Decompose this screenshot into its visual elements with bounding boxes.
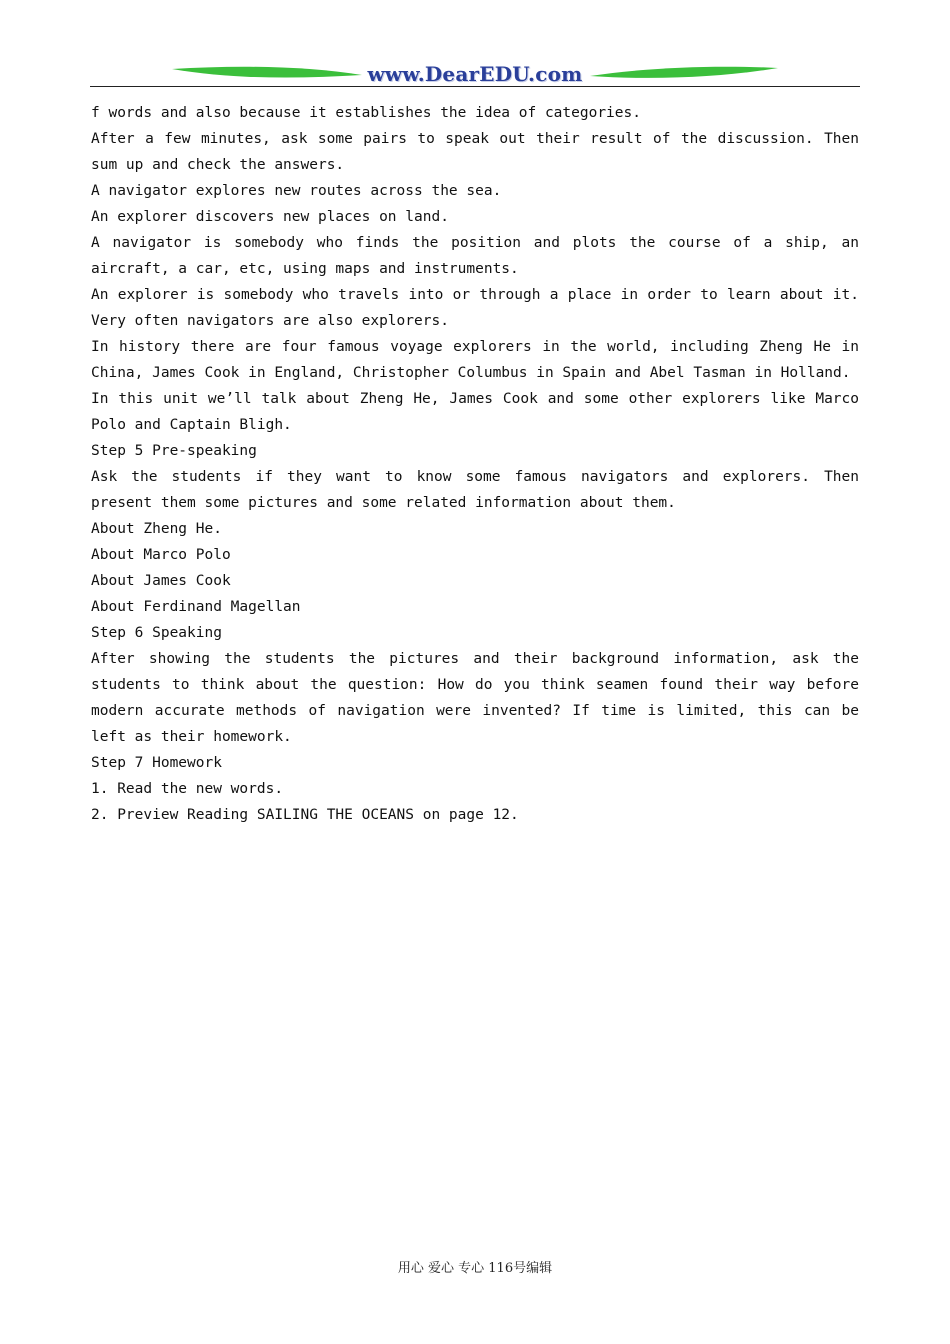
paragraph: A navigator is somebody who finds the position and plots the course of a ship, an aircraft, a car, etc, using maps and instruments. xyxy=(91,235,859,277)
paragraph: In this unit we’ll talk about Zheng He, James Cook and some other explorers like Marco Polo and Captain Bligh. xyxy=(91,391,859,433)
paragraph: Ask the students if they want to know some famous navigators and explorers. Then present them some pictures and some related information about them. xyxy=(91,469,859,511)
list-item: About James Cook xyxy=(91,573,231,589)
list-item: About Zheng He. xyxy=(91,521,222,537)
list-item: 2. Preview Reading SAILING THE OCEANS on page 12. xyxy=(91,807,519,823)
step-heading: Step 7 Homework xyxy=(91,755,222,771)
step-heading: Step 5 Pre-speaking xyxy=(91,443,257,459)
paragraph: After a few minutes, ask some pairs to speak out their result of the discussion. Then sum up and check the answers. xyxy=(91,131,859,173)
paragraph: An explorer discovers new places on land. xyxy=(91,209,449,225)
right-swoosh xyxy=(590,67,778,78)
left-swoosh xyxy=(172,67,362,78)
header-logo-text: www.DearEDU.com xyxy=(367,62,583,86)
header-rule xyxy=(90,86,860,87)
paragraph: After showing the students the pictures and their background information, ask the students to think about the question: How do you think seamen found their way before modern accurate methods of navigation were invented? If time is limited, this can be left as their homework. xyxy=(91,651,859,745)
list-item: About Ferdinand Magellan xyxy=(91,599,301,615)
step-heading: Step 6 Speaking xyxy=(91,625,222,641)
paragraph: A navigator explores new routes across the sea. xyxy=(91,183,502,199)
paragraph: In history there are four famous voyage explorers in the world, including Zheng He in China, James Cook in England, Christopher Columbus in Spain and Abel Tasman in Holland. xyxy=(91,339,859,381)
page-footer: 用心 爱心 专心 116号编辑 xyxy=(397,1261,553,1276)
paragraph: An explorer is somebody who travels into or through a place in order to learn about it. Very often navigators are also explorers. xyxy=(91,287,859,329)
list-item: About Marco Polo xyxy=(91,547,231,563)
paragraph: f words and also because it establishes the idea of categories. xyxy=(91,105,641,121)
page-header xyxy=(90,62,860,90)
list-item: 1. Read the new words. xyxy=(91,781,284,797)
document-body xyxy=(91,100,859,828)
